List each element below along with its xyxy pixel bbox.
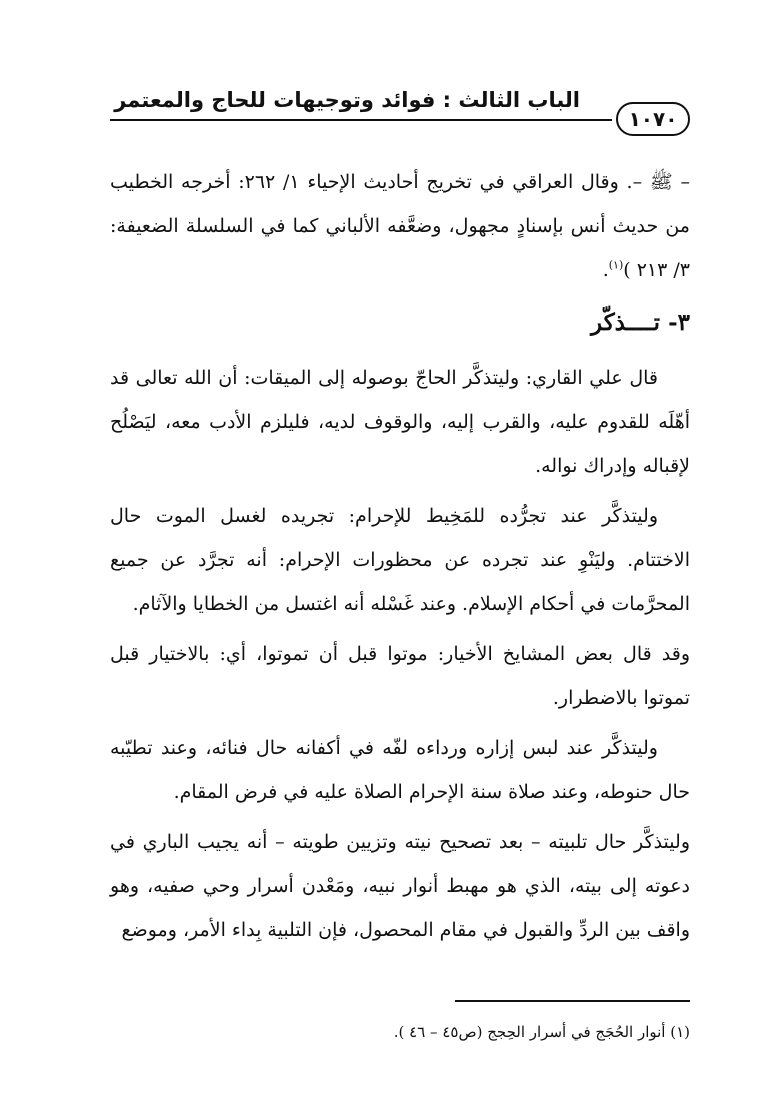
paragraph-1-text: – ﷺ –. وقال العراقي في تخريج أحاديث الإحياء ١/ ٢٦٢: أخرجه الخطيب من حديث أنس بإسنادٍ مجهول، وضعَّفه الألباني كما في السلسلة الضعيفة: ٣/ ٢١٣ ) xyxy=(110,171,690,281)
footnote: (١) أنوار الحُجَج في أسرار الحِجج (ص٤٥ – ٤٦ ). xyxy=(393,1023,690,1041)
footnote-separator xyxy=(455,1000,690,1002)
paragraph-2: قال علي القاري: وليتذكَّر الحاجّ بوصوله إلى الميقات: أن الله تعالى قد أهّلَه للقدوم عليه، والقرب إليه، والوقوف لديه، فليلزم الأدب معه، ليَصْلُح لإقباله وإدراك نواله. xyxy=(110,367,690,477)
running-header xyxy=(110,82,690,132)
paragraph-3: وليتذكَّر عند تجرُّده للمَخِيط للإحرام: تجريده لغسل الموت حال الاختتام. وليَنْوِ عند تجرده عن محظورات الإحرام: أنه تجرَّد عن جميع المحرَّمات في أحكام الإسلام. وعند غَسْله أنه اغتسل من الخطايا والآثام. xyxy=(110,505,690,615)
paragraph-4: وقد قال بعض المشايخ الأخيار: موتوا قبل أن تموتوا، أي: بالاختيار قبل تموتوا بالاضطرار. xyxy=(110,643,690,709)
paragraph-6: وليتذكَّر حال تلبيته – بعد تصحيح نيته وتزيين طويته – أنه يجيب الباري في دعوته إلى بيته، الذي هو مهبط أنوار نبيه، ومَعْدن أسرار وحي صفيه، وهو واقف بين الردِّ والقبول في مقام المحصول، فإن التلبية بِداء الأمر، وموضع xyxy=(110,831,690,941)
paragraph-1 xyxy=(110,160,690,292)
section-heading: ٣- تــــذكّر xyxy=(591,309,690,336)
chapter-title: الباب الثالث : فوائد وتوجيهات للحاج والمعتمر xyxy=(114,88,580,112)
paragraph-1-end: . xyxy=(602,259,609,281)
header-rule xyxy=(110,119,612,121)
paragraph-5: وليتذكَّر عند لبس إزاره ورداءه لفّه في أكفانه حال فنائه، وعند تطيّبه حال حنوطه، وعند صلاة سنة الإحرام الصلاة عليه في فرض المقام. xyxy=(110,737,690,803)
page-number: ١٠٧٠ xyxy=(616,102,690,136)
page-body xyxy=(110,160,690,958)
footnote-reference: (١) xyxy=(608,258,624,272)
